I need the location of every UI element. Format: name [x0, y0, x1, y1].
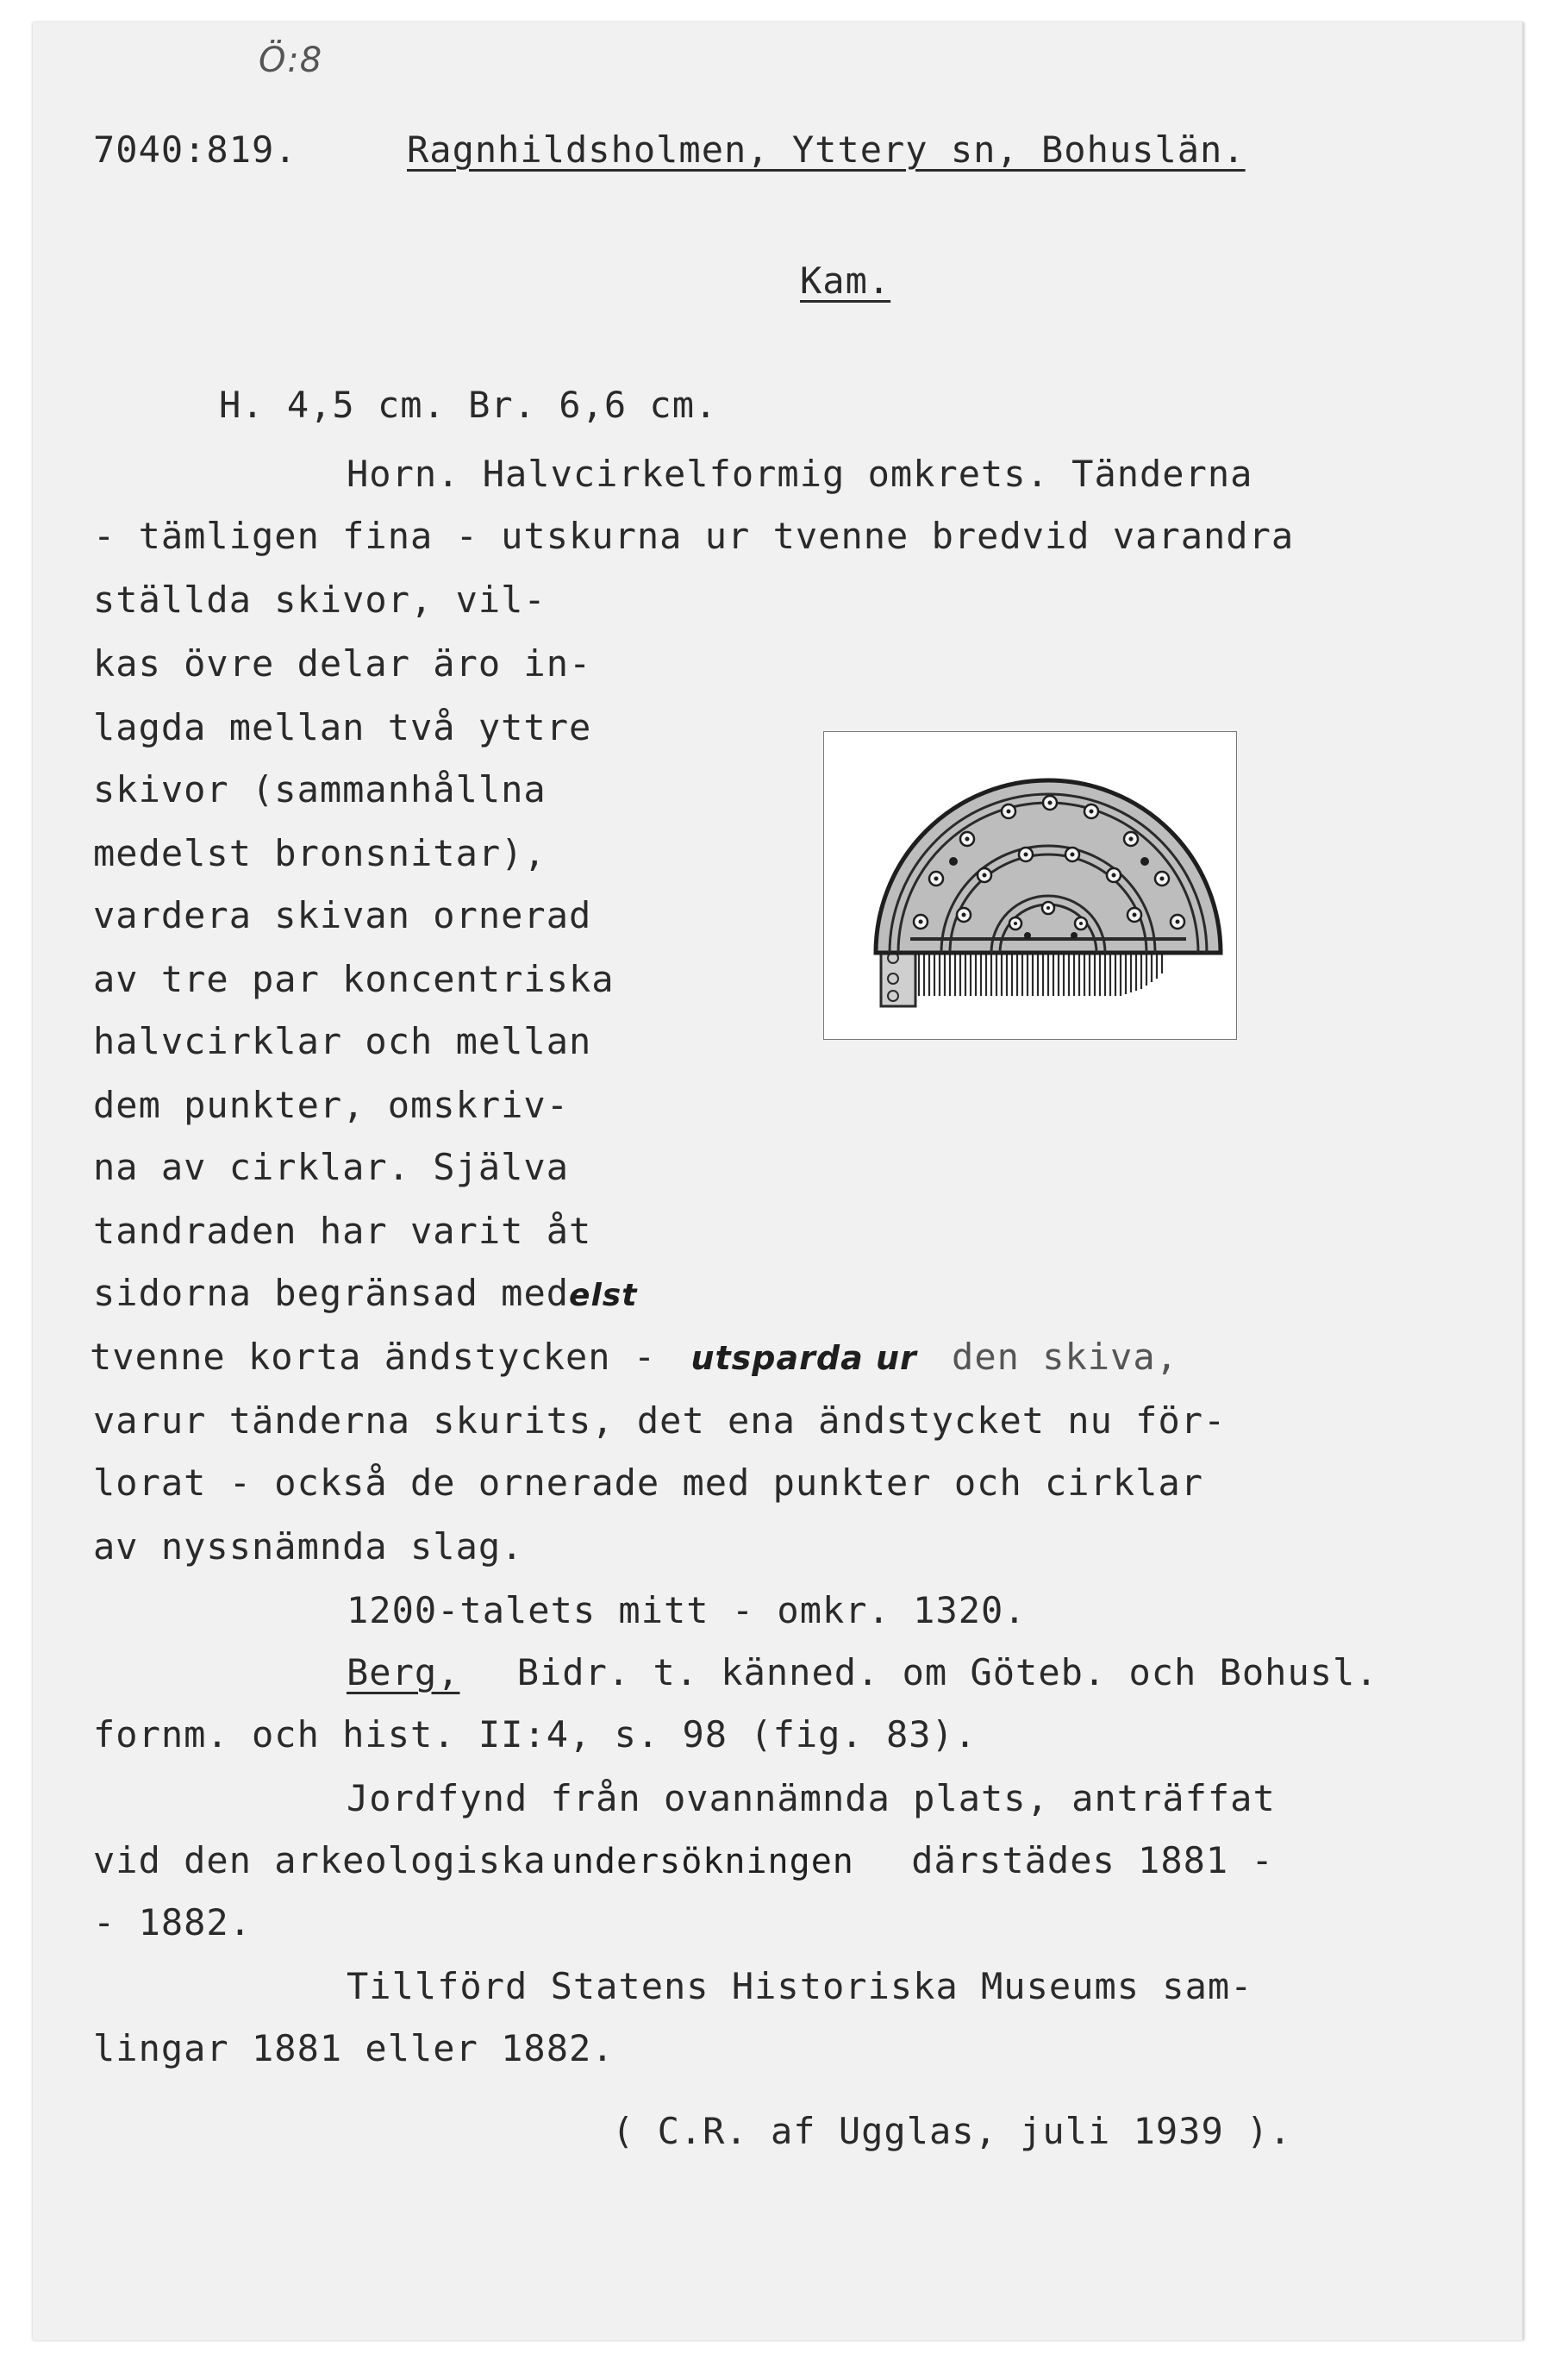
object-title: Kam.: [800, 260, 891, 302]
handwritten-correction: elst: [569, 1278, 638, 1313]
description-line: [90, 1336, 1178, 1379]
description-line: lagda mellan två yttre: [93, 706, 592, 748]
description-line: kas övre delar äro in-: [93, 642, 592, 685]
card-edge: [1522, 22, 1524, 2340]
typed-text: den skiva,: [952, 1336, 1178, 1378]
description-line: vardera skivan ornerad: [93, 894, 592, 936]
find-context-line: [93, 1840, 1274, 1882]
catalog-card: [33, 22, 1524, 2340]
comb-illustration: [824, 732, 1236, 1039]
typed-text: vid den arkeologiska: [93, 1839, 547, 1881]
dating-line: 1200-talets mitt - omkr. 1320.: [347, 1589, 1027, 1631]
description-line: - tämligen fina - utskurna ur tvenne bredvid varandra: [93, 515, 1295, 557]
description-line: lorat - också de ornerade med punkter och cirklar: [93, 1462, 1204, 1504]
small-note: Ö:8: [259, 41, 323, 80]
reference-title: Bidr. t. känned. om Göteb. och Bohusl.: [516, 1651, 1378, 1693]
description-line: na av cirklar. Själva: [93, 1146, 570, 1188]
description-line: halvcirklar och mellan: [93, 1020, 592, 1062]
description-line: [93, 1273, 637, 1317]
typed-text: med: [501, 1272, 570, 1314]
reference-line: fornm. och hist. II:4, s. 98 (fig. 83).: [93, 1713, 978, 1756]
typed-text: sidorna begränsad: [93, 1272, 478, 1314]
handwritten-insertion: utsparda ur: [690, 1339, 917, 1377]
inventory-number: 7040:819.: [93, 128, 297, 171]
comb-body: [876, 780, 1221, 1039]
description-line: medelst bronsnitar),: [93, 832, 547, 874]
handwritten-insertion: undersökningen: [551, 1842, 854, 1881]
signature-line: ( C.R. af Ugglas, juli 1939 ).: [612, 2110, 1292, 2152]
description-line: av tre par koncentriska: [93, 958, 615, 1000]
description-line: dem punkter, omskriv-: [93, 1084, 570, 1126]
dimensions-line: H. 4,5 cm. Br. 6,6 cm.: [219, 384, 718, 426]
description-line: tandraden har varit åt: [93, 1210, 592, 1252]
acquisition-line: Tillförd Statens Historiska Museums sam-: [347, 1965, 1253, 2007]
reference-line: [347, 1652, 1378, 1693]
acquisition-line: lingar 1881 eller 1882.: [93, 2027, 615, 2069]
find-context-line: Jordfynd från ovannämnda plats, anträffat: [347, 1777, 1276, 1819]
description-line: Horn. Halvcirkelformig omkrets. Tänderna: [347, 453, 1253, 495]
description-line: varur tänderna skurits, det ena ändstycket nu för-: [93, 1399, 1227, 1442]
locality: Ragnhildsholmen, Yttery sn, Bohuslän.: [407, 128, 1246, 171]
typed-text: därstädes 1881 -: [911, 1839, 1274, 1881]
description-line: ställda skivor, vil-: [93, 579, 547, 621]
typed-text: tvenne korta ändstycken -: [90, 1336, 657, 1378]
description-line: av nyssnämnda slag.: [93, 1525, 524, 1568]
description-line: skivor (sammanhållna: [93, 768, 547, 811]
find-context-line: - 1882.: [93, 1901, 253, 1944]
reference-author: Berg,: [347, 1651, 460, 1693]
comb-photo: [823, 731, 1237, 1040]
